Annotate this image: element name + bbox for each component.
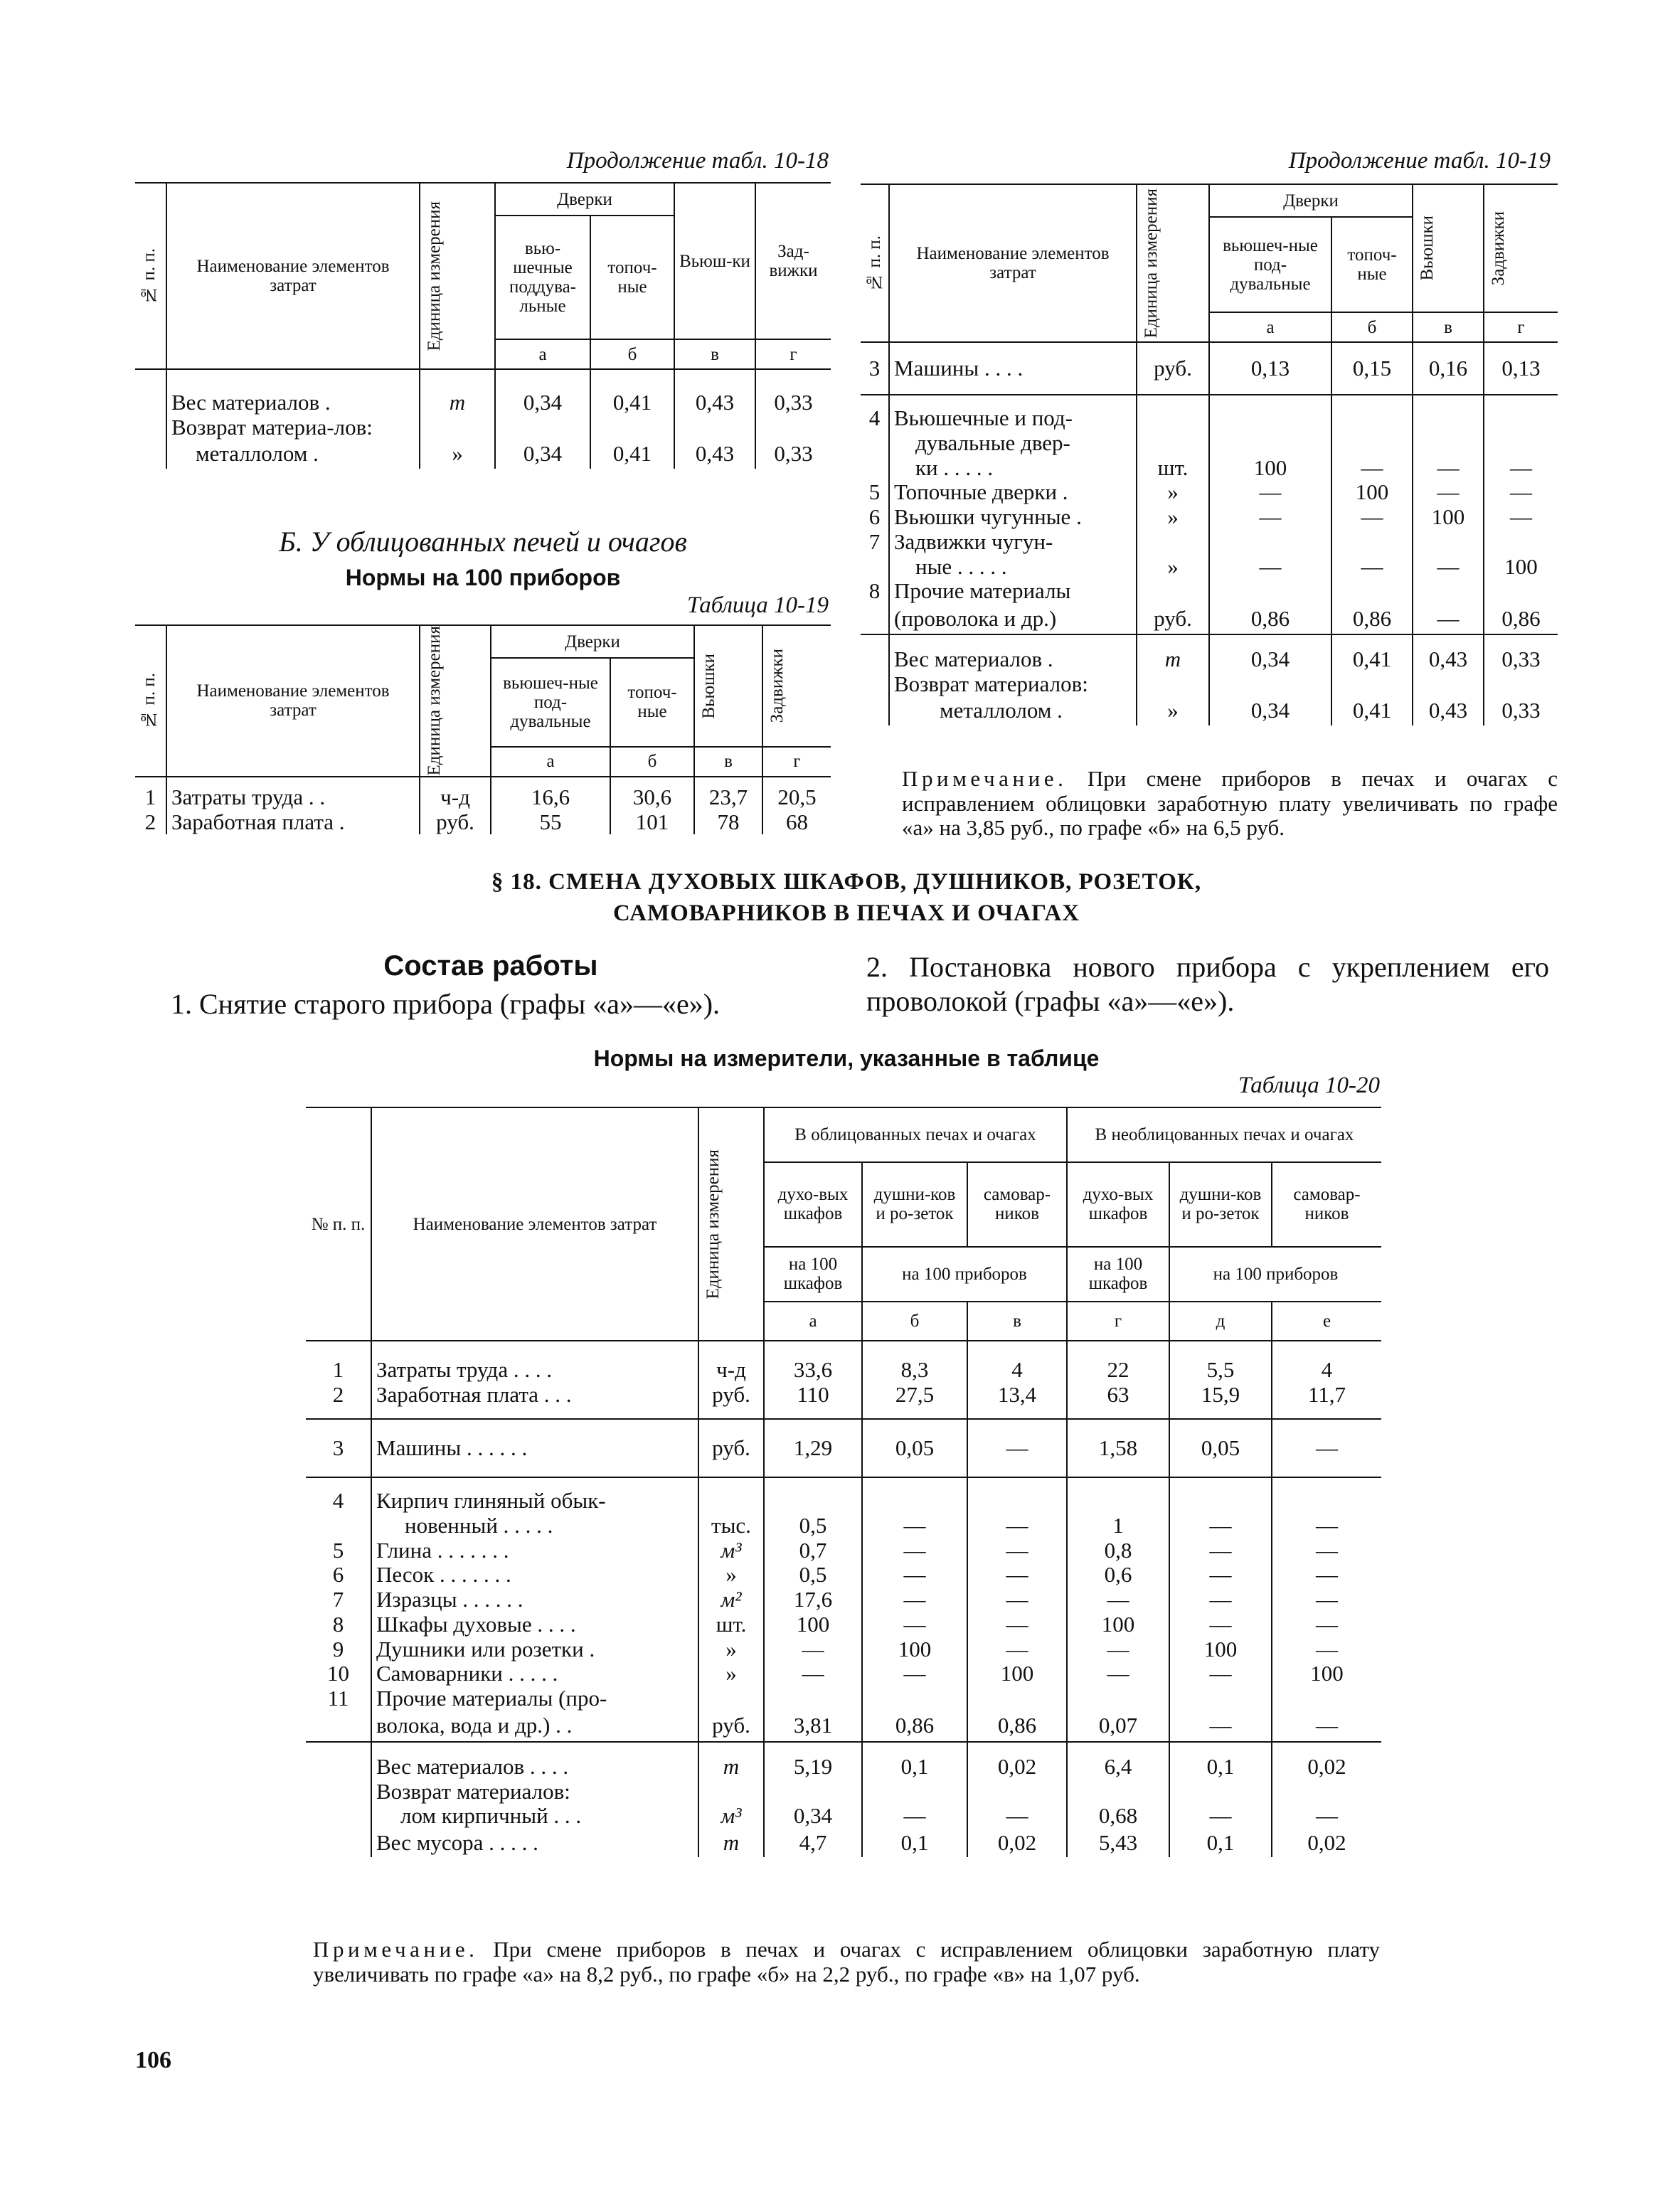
col-name-header: Наименование элементов затрат xyxy=(196,681,390,721)
col-a-letter: а xyxy=(809,1311,817,1331)
table-row: 9 Душники или розетки . » — 100 — — 100 — xyxy=(306,1637,1381,1662)
page-number: 106 xyxy=(135,2047,171,2073)
work-step-2: 2. Постановка нового прибора с укреплением его проволокой (графы «а»—«е»). xyxy=(866,951,1549,1017)
col-name-header: Наименование элементов затрат xyxy=(196,257,390,295)
table-row: Возврат материалов: xyxy=(861,672,1558,697)
col-unit-header: Единица измерения xyxy=(425,626,444,776)
col-g-header: духо-вых шкафов xyxy=(1083,1185,1154,1224)
table-row: металлолом . » 0,34 0,41 0,43 0,33 xyxy=(861,697,1558,725)
section-b-title: Б. У облицованных печей и очагов xyxy=(279,526,687,558)
table-10-19-caption: Таблица 10-19 xyxy=(687,592,829,618)
table-row: 3 Машины . . . . руб. 0,13 0,15 0,16 0,13 xyxy=(861,342,1558,395)
col-d-header: душни-ков и ро-зеток xyxy=(1179,1185,1262,1224)
t1020-norms: Нормы на измерители, указанные в таблице xyxy=(593,1046,1100,1071)
col-v-letter: в xyxy=(711,344,719,364)
doors-header: Дверки xyxy=(565,632,620,652)
t1018-caption: Продолжение табл. 10-18 xyxy=(566,148,829,174)
table-row: 1 Затраты труда . . ч-д 16,6 30,6 23,7 20,5 xyxy=(135,777,831,810)
table-row: 4 Вьюшечные и под- xyxy=(861,395,1558,431)
t1019c-caption: Продолжение табл. 10-19 xyxy=(1288,148,1551,174)
per-cabinets-g: на 100 шкафов xyxy=(1088,1255,1148,1294)
table-row: металлолом . » 0,34 0,41 0,43 0,33 xyxy=(135,440,831,469)
col-g-header: Задвижки xyxy=(767,649,787,723)
t1020-note xyxy=(313,1937,1380,1987)
col-v-header: Вьюш-ки xyxy=(679,251,750,271)
table-row: Вес материалов . т 0,34 0,41 0,43 0,33 xyxy=(135,369,831,415)
table-row: волока, вода и др.) . . руб. 3,81 0,86 0,86 0,07 — — xyxy=(306,1711,1381,1742)
col-b-header: топоч-ные xyxy=(1347,245,1397,284)
col-a-header: вьюшеч-ные под-дувальные xyxy=(503,673,598,731)
col-b-letter: б xyxy=(1367,317,1377,337)
table-row: Вес материалов . т 0,34 0,41 0,43 0,33 xyxy=(861,634,1558,672)
col-b-header: душни-ков и ро-зеток xyxy=(873,1185,956,1224)
col-v-letter: в xyxy=(1444,317,1452,337)
col-a-letter: а xyxy=(538,344,547,364)
table-row: Вес мусора . . . . . т 4,7 0,1 0,02 5,43 0,1 0,02 xyxy=(306,1829,1381,1857)
doors-header: Дверки xyxy=(1283,191,1339,211)
table-row: 11 Прочие материалы (про- xyxy=(306,1686,1381,1711)
table-row: дувальные двер- xyxy=(861,431,1558,456)
table-10-19-cont xyxy=(861,184,1558,725)
doors-header: Дверки xyxy=(557,189,612,209)
table-row: 8 Прочие материалы xyxy=(861,579,1558,604)
table-row: 2 Заработная плата . руб. 55 101 78 68 xyxy=(135,810,831,835)
col-name-header: Наименование элементов затрат xyxy=(916,244,1110,282)
table-row: 5 Топочные дверки . » — 100 — — xyxy=(861,480,1558,505)
table-row: Возврат материа-лов: xyxy=(135,415,831,440)
table-row: ные . . . . . » — — — 100 xyxy=(861,555,1558,580)
work-step-1: 1. Снятие старого прибора (графы «а»—«е»). xyxy=(171,988,721,1020)
col-b-letter: б xyxy=(647,752,657,772)
col-g-letter: г xyxy=(1114,1311,1122,1331)
col-g-header: Задвижки xyxy=(1489,211,1508,286)
col-e-header: самовар-ников xyxy=(1293,1185,1361,1224)
table-10-20 xyxy=(306,1107,1381,1857)
col-g-letter: г xyxy=(790,344,797,364)
col-b-letter: б xyxy=(627,344,637,364)
table-row: лом кирпичный . . . м³ 0,34 — — 0,68 — — xyxy=(306,1804,1381,1829)
table-row: Возврат материалов: xyxy=(306,1780,1381,1804)
work-composition-title: Состав работы xyxy=(383,950,598,982)
col-g-header: Зад-вижки xyxy=(769,242,818,280)
col-b-header: топоч-ные xyxy=(607,258,657,297)
col-num-header: № п. п. xyxy=(139,672,159,729)
table-row: 5 Глина . . . . . . . м³ 0,7 — — 0,8 — — xyxy=(306,1538,1381,1563)
per-devices-bv: на 100 приборов xyxy=(902,1264,1027,1284)
table-10-19 xyxy=(135,624,831,834)
col-unit-header: Единица измерения xyxy=(1142,188,1161,339)
table-row: (проволока и др.) руб. 0,86 0,86 — 0,86 xyxy=(861,604,1558,634)
col-b-letter: б xyxy=(910,1311,920,1331)
table-row: Вес материалов . . . . т 5,19 0,1 0,02 6,4 0,1 0,02 xyxy=(306,1742,1381,1780)
col-d-letter: д xyxy=(1216,1311,1226,1331)
table-row: 6 Песок . . . . . . . » 0,5 — — 0,6 — — xyxy=(306,1563,1381,1588)
table-row: 6 Вьюшки чугунные . » — — 100 — xyxy=(861,505,1558,530)
group-clad-header: В облицованных печах и очагах xyxy=(794,1125,1036,1144)
table-row: ки . . . . . шт. 100 — — — xyxy=(861,456,1558,481)
col-v-header: Вьюшки xyxy=(699,653,718,719)
col-a-header: вьюшеч-ные под-дувальные xyxy=(1223,235,1318,294)
col-a-header: вью-шечные поддува-льные xyxy=(509,239,576,316)
col-v-letter: в xyxy=(724,752,733,772)
table-row: новенный . . . . . тыс. 0,5 — — 1 — — xyxy=(306,1514,1381,1538)
col-a-letter: а xyxy=(1266,317,1275,337)
group-unclad-header: В необлицованных печах и очагах xyxy=(1095,1125,1354,1144)
col-e-letter: е xyxy=(1322,1311,1331,1331)
col-name-header: Наименование элементов затрат xyxy=(413,1214,657,1234)
col-v-header: самовар-ников xyxy=(983,1185,1051,1224)
col-unit-header: Единица измерения xyxy=(703,1149,723,1299)
section-b-norms: Нормы на 100 приборов xyxy=(345,565,621,590)
section-18-title-line2: САМОВАРНИКОВ В ПЕЧАХ И ОЧАГАХ xyxy=(612,900,1080,926)
section-18-title-line1: § 18. СМЕНА ДУХОВЫХ ШКАФОВ, ДУШНИКОВ, РОЗЕТОК, xyxy=(491,869,1202,895)
table-row: 4 Кирпич глиняный обык- xyxy=(306,1477,1381,1514)
col-v-header: Вьюшки xyxy=(1418,216,1437,281)
col-num-header: № п. п. xyxy=(311,1214,366,1234)
per-devices-de: на 100 приборов xyxy=(1213,1264,1339,1284)
note-label: Примечание. xyxy=(902,766,1068,791)
table-row: 2 Заработная плата . . . руб. 110 27,5 13,4 63 15,9 11,7 xyxy=(306,1383,1381,1419)
col-num-header: № п. п. xyxy=(139,248,159,304)
col-v-letter: в xyxy=(1013,1311,1021,1331)
table-row: 1 Затраты труда . . . . ч-д 33,6 8,3 4 22 5,5 4 xyxy=(306,1341,1381,1383)
per-cabinets-a: на 100 шкафов xyxy=(783,1255,843,1294)
note-text: При смене приборов в печах и очагах с исправлением облицовки заработную плату увеличивать по графе «а» на 3,85 руб., по графе «б» на 6,5 руб. xyxy=(902,766,1558,841)
t1019c-note xyxy=(902,767,1558,841)
table-row: 7 Изразцы . . . . . . м² 17,6 — — — — — xyxy=(306,1588,1381,1612)
note-text: При смене приборов в печах и очагах с исправлением облицовки заработную плату увеличивать по графе «а» на 8,2 руб., по графе «б» на 2,2 руб., по графе «в» на 1,07 руб. xyxy=(313,1937,1381,1987)
col-a-header: духо-вых шкафов xyxy=(777,1185,849,1224)
col-a-letter: а xyxy=(546,752,555,772)
col-g-letter: г xyxy=(793,752,801,772)
table-10-20-caption: Таблица 10-20 xyxy=(1238,1073,1380,1098)
table-10-18-cont xyxy=(135,182,831,469)
table-row: 3 Машины . . . . . . руб. 1,29 0,05 — 1,58 0,05 — xyxy=(306,1419,1381,1477)
note-label: Примечание. xyxy=(313,1937,479,1962)
col-b-header: топоч-ные xyxy=(627,683,677,722)
col-num-header: № п. п. xyxy=(865,235,884,292)
table-row: 7 Задвижки чугун- xyxy=(861,530,1558,555)
table-row: 8 Шкафы духовые . . . . шт. 100 — — 100 — — xyxy=(306,1612,1381,1637)
col-unit-header: Единица измерения xyxy=(425,201,444,351)
col-g-letter: г xyxy=(1517,317,1525,337)
table-row: 10 Самоварники . . . . . » — — 100 — — 100 xyxy=(306,1662,1381,1686)
